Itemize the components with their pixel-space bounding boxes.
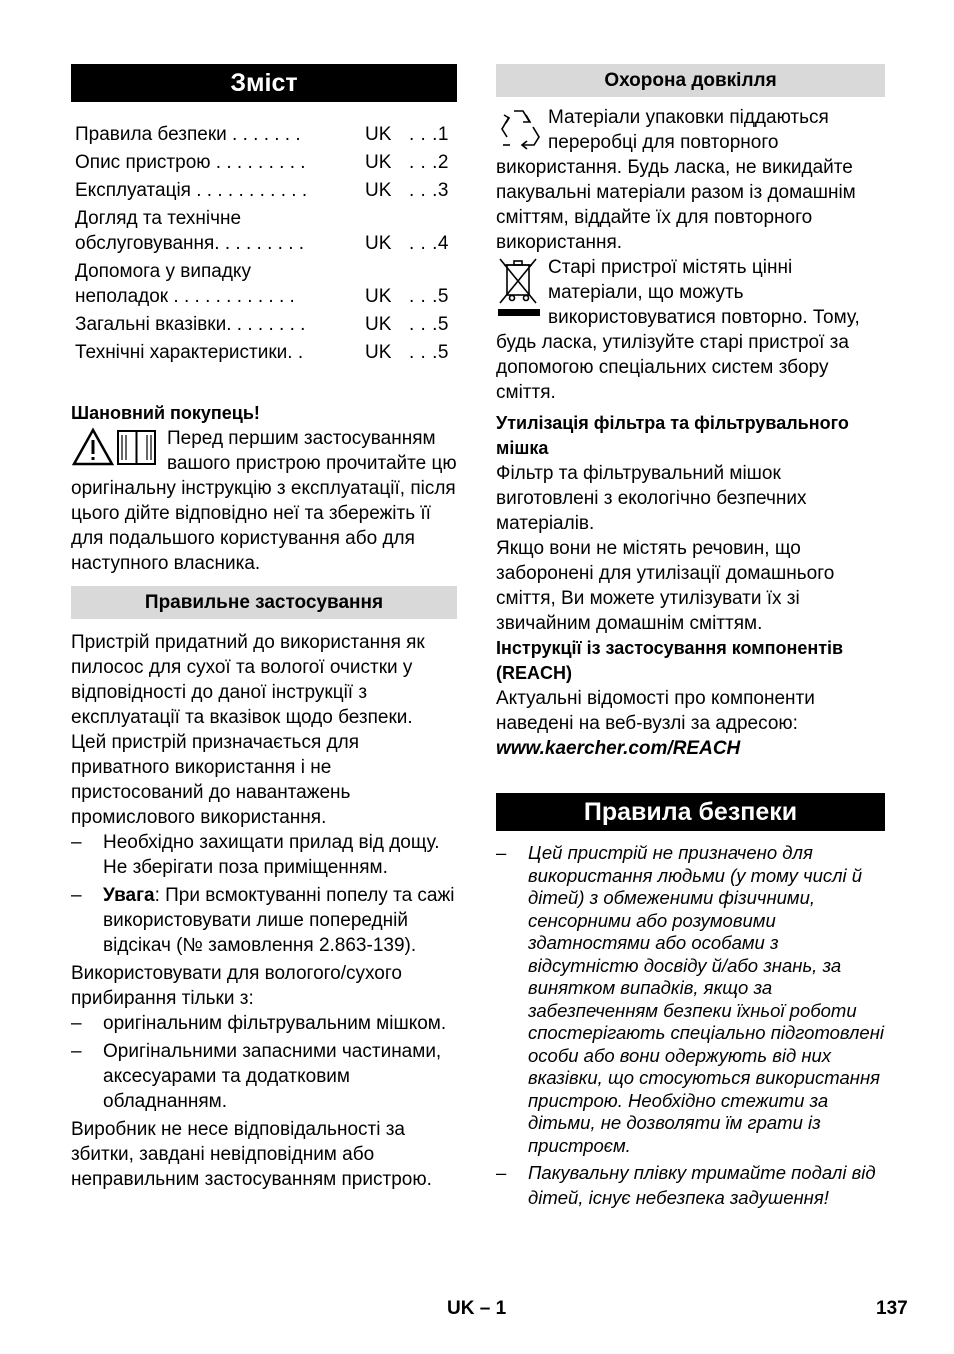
toc-page: . . .4 <box>409 233 449 254</box>
toc-lang: UK <box>365 314 392 335</box>
intro-block <box>71 426 457 576</box>
toc-page: . . .2 <box>409 152 449 173</box>
list-item-text <box>103 883 457 958</box>
toc-lang: UK <box>365 233 392 254</box>
list-item-text: Оригінальними запасними частинами, аксесуарами та додатковим обладнанням. <box>103 1041 442 1112</box>
toc-lang: UK <box>365 286 392 307</box>
right-column <box>496 64 885 1210</box>
toc-lang: UK <box>365 152 392 173</box>
proper-use-heading: Правильне застосування <box>71 586 457 619</box>
use-only-paragraph: Використовувати для вологого/сухого прибирання тільки з: <box>71 963 402 1009</box>
toc-heading: Зміст <box>71 64 457 102</box>
safety-heading: Правила безпеки <box>496 793 885 831</box>
toc-lang: UK <box>365 342 392 363</box>
toc-title: Опис пристрою . . . . . . . . . <box>75 152 306 173</box>
toc-title: Технічні характеристики. . <box>75 342 304 363</box>
toc-page: . . .5 <box>409 342 449 363</box>
attention-label: Увага <box>103 885 155 906</box>
toc-title: Експлуатація . . . . . . . . . . . <box>75 180 308 201</box>
toc-row[interactable] <box>75 259 457 309</box>
environment-paragraph: Матеріали упаковки піддаються переробці для повторного використання. Будь ласка, не викидайте пакувальні матеріали разом із домашнім сміттям, віддайте їх для повторного використання. <box>496 107 856 253</box>
attention-text: : При всмоктуванні попелу та сажі використовувати лише попередній відсікач (№ замовлення 2.863-139). <box>103 885 455 956</box>
page-number: 137 <box>876 1298 908 1319</box>
list-item-text: Пакувальну плівку тримайте подалі від дітей, існує небезпека задушення! <box>528 1162 876 1208</box>
environment-heading: Охорона довкілля <box>496 64 885 97</box>
reach-heading: Інструкції із застосування компонентів (REACH) <box>496 638 844 683</box>
environment-paragraph: Старі пристрої містять цінні матеріали, що можуть використовуватися повторно. Тому, будь ласка, утилізуйте старі пристрої за допомогою спеціальних систем збору сміття. <box>496 257 860 403</box>
filter-heading: Утилізація фільтра та фільтрувального мішка <box>496 413 849 458</box>
toc-row[interactable] <box>75 340 457 365</box>
recycling-block <box>496 105 885 255</box>
proper-use-paragraph: Цей пристрій призначається для приватного використання і не пристосований до навантажень промислового використання. <box>71 732 359 828</box>
reach-link[interactable]: www.kaercher.com/REACH <box>496 738 741 759</box>
warning-read-manual-icon <box>71 426 163 476</box>
toc-page: . . .1 <box>409 124 449 145</box>
list-item-text: оригінальним фільтрувальним мішком. <box>103 1013 447 1034</box>
list-item-text: Цей пристрій не призначено для використання людьми (у тому числі й дітей) з обмеженими фізичними, сенсорними або розумовими здатностями або особами з відсутністю досвіду й/або знань, за винятком випадків, якщо за забезпеченням безпеки їхньої роботи спостерігають спеціально підготовлені особи або вони одержують від них вказівки, що стосуються використання пристрою. Необхідно стежити за дітьми, не дозволяти їм грати із пристроєм. <box>528 842 884 1156</box>
crossed-bin-icon <box>496 255 546 325</box>
filter-paragraph: Фільтр та фільтрувальний мішок виготовлені з екологічно безпечних матеріалів. <box>496 463 807 534</box>
intro-text: Перед першим застосуванням вашого пристрою прочитайте цю оригінальну інструкцію з експлуатації, після цього дійте відповідно неї та збережіть її для подальшого користування або для наступного власника. <box>71 428 457 574</box>
toc-lang: UK <box>365 180 392 201</box>
list-dash: – <box>71 1013 82 1034</box>
list-item <box>71 883 457 958</box>
list-dash: – <box>496 1162 507 1183</box>
toc-title: Допомога у випадку неполадок . . . . . . . . . . . . <box>75 261 295 307</box>
toc-page: . . .3 <box>409 180 449 201</box>
left-column <box>71 64 457 1192</box>
toc-row[interactable] <box>75 178 457 203</box>
list-item <box>496 842 885 1157</box>
dear-customer-heading: Шановний покупець! <box>71 403 260 423</box>
toc-page: . . .5 <box>409 314 449 335</box>
recycle-icon <box>496 105 546 153</box>
list-item-text: Необхідно захищати прилад від дощу. Не зберігати поза приміщенням. <box>103 832 440 878</box>
list-item <box>71 1011 457 1036</box>
footer-section-label: UK – 1 <box>447 1298 507 1319</box>
toc-title: Догляд та технічне обслуговування. . . . . . . . . <box>75 208 305 254</box>
proper-use-paragraph: Пристрій придатний до використання як пилосос для сухої та вологої очистки у відповідності до даної інструкції з експлуатації та вказівок щодо безпеки. <box>71 632 425 728</box>
reach-paragraph: Актуальні відомості про компоненти наведені на веб-вузлі за адресою: <box>496 688 815 734</box>
toc-row[interactable] <box>75 150 457 175</box>
list-dash: – <box>71 885 82 906</box>
toc-title: Правила безпеки . . . . . . . <box>75 124 301 145</box>
list-dash: – <box>71 832 82 853</box>
filter-paragraph: Якщо вони не містять речовин, що заборонені для утилізації домашнього сміття, Ви можете утилізувати їх зі звичайним домашнім сміттям. <box>496 538 835 634</box>
toc-page: . . .5 <box>409 286 449 307</box>
liability-paragraph: Виробник не несе відповідальності за збитки, завдані невідповідним або неправильним застосуванням пристрою. <box>71 1119 432 1190</box>
toc-title: Загальні вказівки. . . . . . . . <box>75 314 306 335</box>
weee-block <box>496 255 885 405</box>
toc-row[interactable] <box>75 206 457 256</box>
toc-row[interactable] <box>75 122 457 147</box>
list-dash: – <box>71 1041 82 1062</box>
table-of-contents <box>75 122 457 365</box>
list-item <box>71 1039 457 1114</box>
list-item <box>496 1160 885 1210</box>
list-dash: – <box>496 842 507 863</box>
toc-row[interactable] <box>75 312 457 337</box>
toc-lang: UK <box>365 124 392 145</box>
list-item <box>71 830 457 880</box>
